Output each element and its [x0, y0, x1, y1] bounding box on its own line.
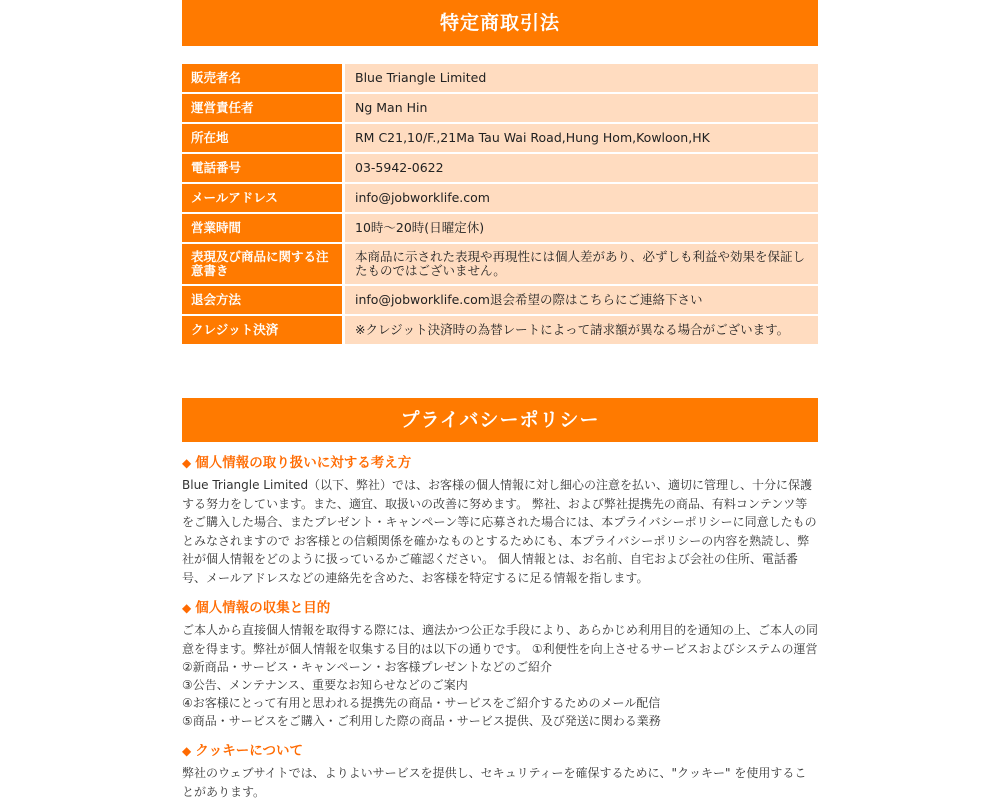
law-section-title: 特定商取引法 — [182, 0, 818, 46]
row-value: 本商品に示された表現や再現性には個人差があり、必ずしも利益や効果を保証したものではございません。 — [344, 243, 819, 285]
privacy-section-cookie — [182, 742, 818, 801]
row-label: 退会方法 — [182, 285, 344, 315]
row-value: 10時〜20時(日曜定休) — [344, 213, 819, 243]
list-item: ③公告、メンテナンス、重要なお知らせなどのご案内 — [182, 678, 468, 692]
section-body: ご本人から直接個人情報を取得する際には、適法かつ公正な手段により、あらかじめ利用目的を通知の上、ご本人の同意を得ます。弊社が個人情報を収集する目的は以下の通りです。 ①利便性を向上させるサービスおよびシステムの運営 — [182, 623, 819, 656]
row-label: 所在地 — [182, 123, 344, 153]
table-row — [182, 315, 818, 345]
row-value: ※クレジット決済時の為替レートによって請求額が異なる場合がございます。 — [344, 315, 819, 345]
table-row — [182, 243, 818, 285]
row-value: info@jobworklife.com — [344, 183, 819, 213]
section-heading — [182, 599, 818, 617]
table-row — [182, 213, 818, 243]
section-body: Blue Triangle Limited（以下、弊社）では、お客様の個人情報に対し細心の注意を払い、適切に管理し、十分に保護する努力をしています。また、適宜、取扱いの改善に努めます。 弊社、および弊社提携先の商品、有料コンテンツ等をご購入した場合、またプレゼント・キャンペーン等に応募された場合には、本プライバシーポリシーに同意したものとみなされますので お客様との信頼関係を確かなものとするためにも、本プライバシーポリシーの内容を熟読し、弊社が個人情報をどのように扱っているかご確認ください。 個人情報とは、お名前、自宅および会社の住所、電話番号、メールアドレスなどの連絡先を含めた、お客様を特定するに足る情報を指します。 — [182, 478, 817, 585]
table-row — [182, 93, 818, 123]
row-label: 表現及び商品に関する注意書き — [182, 243, 344, 285]
table-row — [182, 285, 818, 315]
diamond-icon: ◆ — [182, 744, 192, 758]
row-value: 03-5942-0622 — [344, 153, 819, 183]
privacy-section-collection — [182, 599, 818, 730]
section-body: 弊社のウェブサイトでは、よりよいサービスを提供し、セキュリティーを確保するために、"クッキー" を使用することがあります。 — [182, 766, 807, 799]
row-label: 営業時間 — [182, 213, 344, 243]
table-row — [182, 63, 818, 93]
privacy-section-title: プライバシーポリシー — [182, 398, 818, 442]
table-row — [182, 153, 818, 183]
row-label: クレジット決済 — [182, 315, 344, 345]
section-heading — [182, 742, 818, 760]
row-label: 電話番号 — [182, 153, 344, 183]
row-value: info@jobworklife.com退会希望の際はこちらにご連絡下さい — [344, 285, 819, 315]
page-container — [182, 0, 818, 801]
privacy-section-handling — [182, 454, 818, 587]
row-label: 販売者名 — [182, 63, 344, 93]
row-value: Ng Man Hin — [344, 93, 819, 123]
list-item: ②新商品・サービス・キャンペーン・お客様プレゼントなどのご紹介 — [182, 660, 553, 674]
section-heading-text: 個人情報の取り扱いに対する考え方 — [195, 455, 412, 471]
table-row — [182, 183, 818, 213]
row-label: 運営責任者 — [182, 93, 344, 123]
law-table — [182, 62, 818, 346]
row-value: Blue Triangle Limited — [344, 63, 819, 93]
row-label: メールアドレス — [182, 183, 344, 213]
diamond-icon: ◆ — [182, 601, 192, 615]
row-value: RM C21,10/F.,21Ma Tau Wai Road,Hung Hom,Kowloon,HK — [344, 123, 819, 153]
section-heading-text: クッキーについて — [195, 743, 303, 759]
table-row — [182, 123, 818, 153]
list-item: ④お客様にとって有用と思われる提携先の商品・サービスをご紹介するためのメール配信 — [182, 696, 661, 710]
section-heading — [182, 454, 818, 472]
list-item: ⑤商品・サービスをご購入・ご利用した際の商品・サービス提供、及び発送に関わる業務 — [182, 714, 661, 728]
section-heading-text: 個人情報の収集と目的 — [195, 600, 331, 616]
diamond-icon: ◆ — [182, 456, 192, 470]
